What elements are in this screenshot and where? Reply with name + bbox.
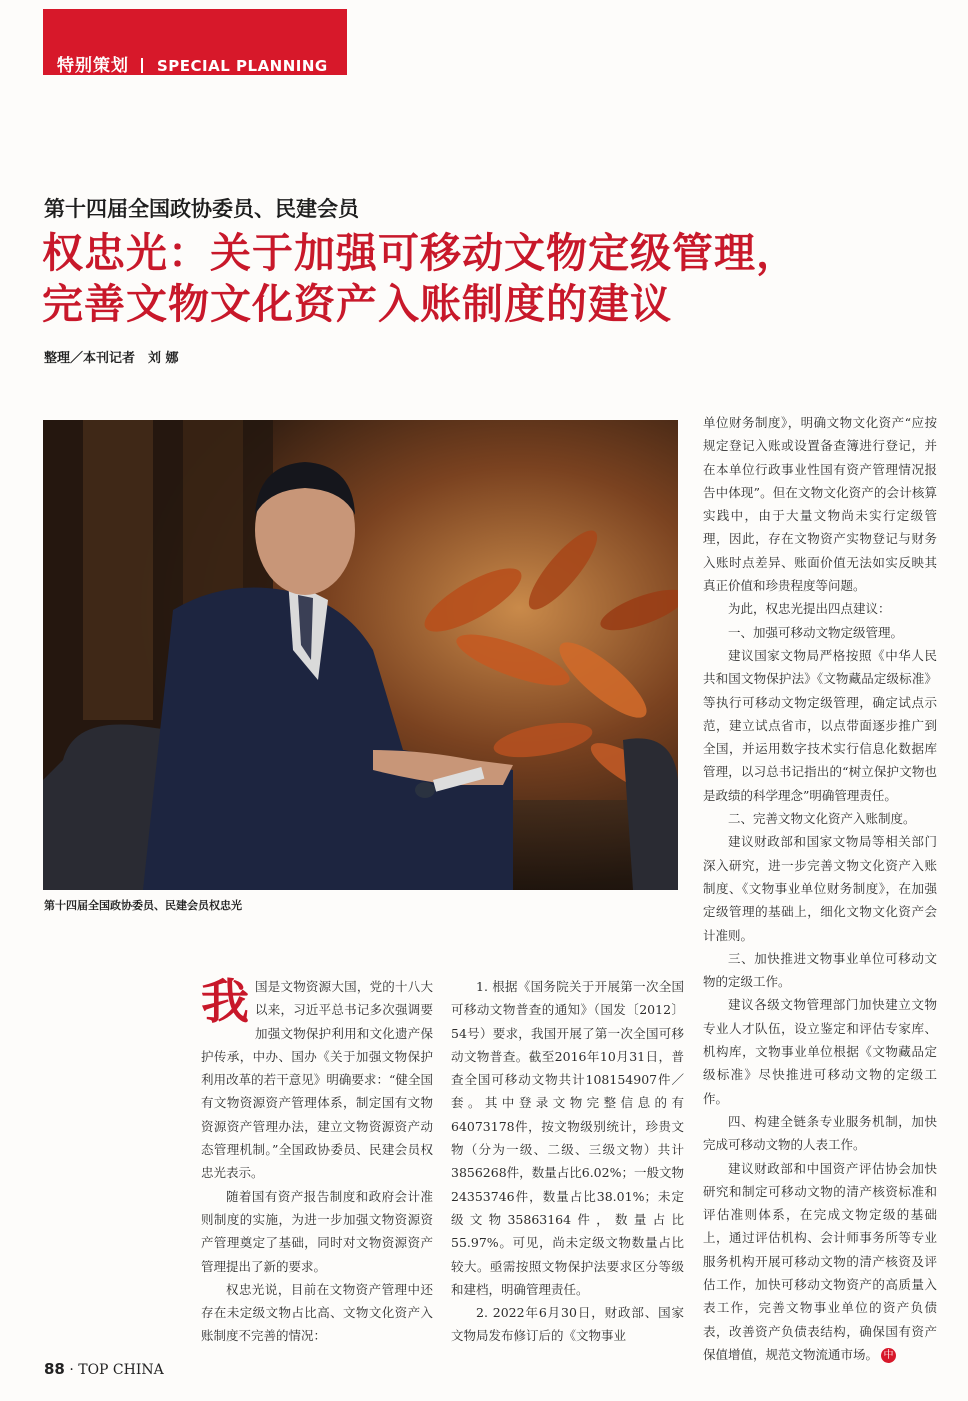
recommendation-heading: 一、加强可移动文物定级管理。 [728, 624, 904, 640]
body-paragraph: 建议国家文物局严格按照《中华人民共和国文物保护法》《文物藏品定级标准》等执行可移动文物定级管理，确定试点示范，建立试点省市，以点带面逐步推广到全国，并运用数字技术实行信息化数据库管理，以习总书记指出的“树立保护文物也是政绩的科学理念”明确管理责任。 [703, 647, 937, 803]
page-number: 88 [44, 1360, 65, 1378]
recommendation-heading: 三、加快推进文物事业单位可移动文物的定级工作。 [703, 950, 937, 990]
body-paragraph: 单位财务制度》，明确文物文化资产“应按规定登记入账或设置备查簿进行登记，并在本单位行政事业性国有资产管理情况报告中体现”。但在文物文化资产的会计核算实践中，由于大量文物尚未实行定级管理，因此，存在文物资产实物登记与财务入账时点差异、账面价值无法如实反映其真正价值和珍贵程度等问题。 [703, 415, 937, 594]
photo-caption: 第十四届全国政协委员、民建会员权忠光 [44, 899, 242, 912]
closing-paragraph [703, 1157, 937, 1367]
body-paragraph: 2. 2022年6月30日，财政部、国家文物局发布修订后的《文物事业 [451, 1305, 684, 1344]
article-kicker: 第十四届全国政协委员、民建会员 [44, 197, 359, 221]
lead-paragraph [201, 975, 433, 1185]
article-column-2 [451, 975, 684, 1348]
article-column-3 [703, 411, 937, 1366]
section-label-cn: 特别策划 [57, 56, 129, 76]
end-mark-icon: 中 [881, 1348, 896, 1363]
page-footer [44, 1360, 164, 1378]
body-paragraph: 随着国有资产报告制度和政府会计准则制度的实施，为进一步加强文物资源资产管理奠定了基础，同时对文物资源资产管理提出了新的要求。 [201, 1188, 433, 1274]
recommendation-heading: 四、构建全链条专业服务机制，加快完成可移动文物的人表工作。 [703, 1113, 937, 1153]
closing-paragraph-text: 建议财政部和中国资产评估协会加快研究和制定可移动文物的清产核资标准和评估准则体系，在完成文物定级的基础上，通过评估机构、会计师事务所等专业服务机构开展可移动文物的清产核资及评估工作，加快可移动文物资产的高质量入表工作，完善文物事业单位的资产负债表，改善资产负债表结构，确保国有资产保值增值，规范文物流通市场。 [703, 1160, 937, 1362]
portrait-photo-illustration [43, 420, 678, 890]
publication-name: · TOP CHINA [69, 1362, 164, 1378]
headline-line-2: 完善文物文化资产入账制度的建议 [42, 280, 672, 328]
section-label-en: SPECIAL PLANNING [157, 57, 328, 75]
portrait-photo [43, 420, 678, 890]
recommendation-heading: 二、完善文物文化资产入账制度。 [728, 811, 916, 827]
body-paragraph: 建议财政部和国家文物局等相关部门深入研究，进一步完善文物文化资产入账制度、《文物事业单位财务制度》，在加强定级管理的基础上，细化文物文化资产会计准则。 [703, 834, 937, 943]
article-column-1 [201, 975, 433, 1348]
body-paragraph: 建议各级文物管理部门加快建立文物专业人才队伍，设立鉴定和评估专家库、机构库，文物事业单位根据《文物藏品定级标准》尽快推进可移动文物的定级工作。 [703, 997, 937, 1106]
body-paragraph: 权忠光说，目前在文物资产管理中还存在未定级文物占比高、文物文化资产入账制度不完善的情况： [201, 1281, 433, 1344]
byline: 整理／本刊记者 刘 娜 [44, 351, 179, 366]
body-paragraph: 为此，权忠光提出四点建议： [728, 601, 891, 617]
section-divider [141, 58, 143, 73]
section-banner [43, 9, 347, 75]
drop-cap: 我 [201, 974, 250, 1030]
headline-line-1: 权忠光：关于加强可移动文物定级管理， [42, 229, 798, 277]
article-headline [42, 228, 942, 330]
lead-paragraph-text: 国是文物资源大国，党的十八大以来，习近平总书记多次强调要加强文物保护利用和文化遗产保护传承，中办、国办《关于加强文物保护利用改革的若干意见》明确要求：“健全国有文物资源资产管理体系，制定国有文物资源资产管理办法，建立文物资源资产动态管理机制。”全国政协委员、民建会员权忠光表示。 [201, 979, 433, 1181]
body-paragraph: 1. 根据《国务院关于开展第一次全国可移动文物普查的通知》（国发〔2012〕54号）要求，我国开展了第一次全国可移动文物普查。截至2016年10月31日，普查全国可移动文物共计108154907件／套。其中登录文物完整信息的有64073178件，按文物级别统计，珍贵文物（分为一级、二级、三级文物）共计3856268件，数量占比6.02%；一般文物24353746件，数量占比38.01%；未定级文物35863164件，数量占比55.97%。可见，尚未定级文物数量占比较大。亟需按照文物保护法要求区分等级和建档，明确管理责任。 [451, 979, 684, 1297]
